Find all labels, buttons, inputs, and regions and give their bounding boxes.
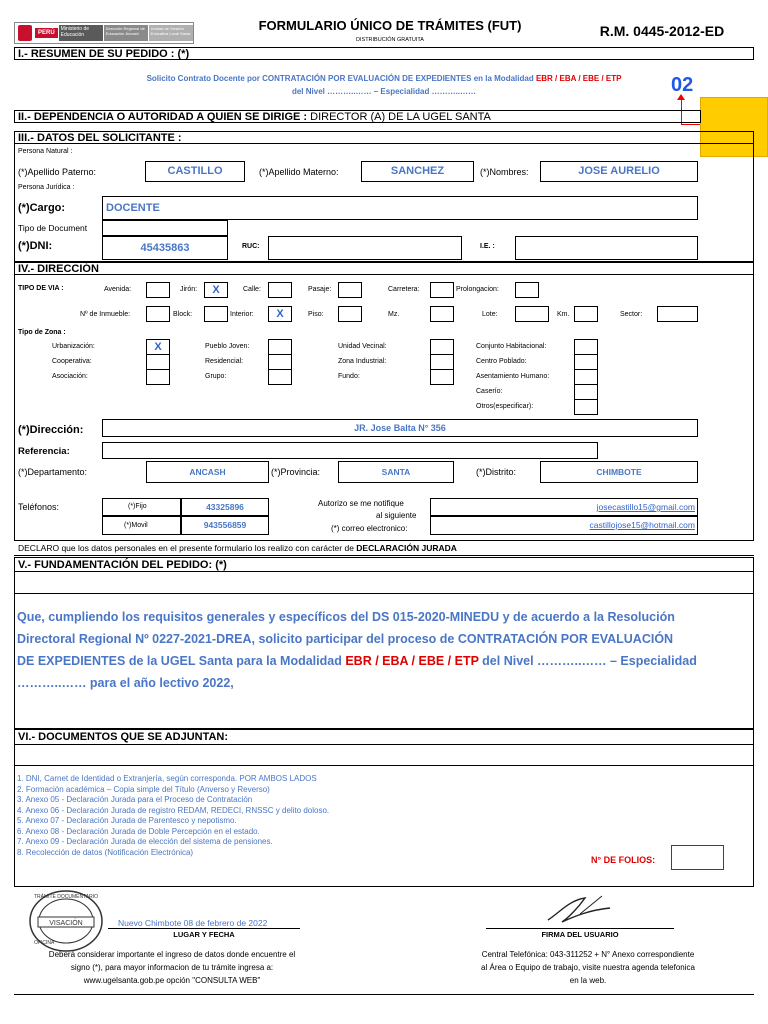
doc-item: 7. Anexo 09 - Declaración Jurada de elección del sistema de pensiones. <box>17 837 273 846</box>
fundamentacion-line3: DE EXPEDIENTES de la UGEL Santa para la Modalidad EBR / EBA / EBE / ETP del Nivel ………..…… – Especialidad <box>17 654 697 668</box>
jiron-checkbox[interactable]: X <box>204 282 228 298</box>
divider <box>14 593 754 594</box>
fundamentacion-line2: Directoral Regional Nº 0227-2021-DREA, solicito participar del proceso de CONTRATACIÓN POR EVALUACIÓN <box>17 632 674 646</box>
section-2-title: II.- DEPENDENCIA O AUTORIDAD A QUIEN SE DIRIGE : DIRECTOR (A) DE LA UGEL SANTA <box>14 110 701 123</box>
logo-dre-text: Dirección Regional de Educación Áncash <box>104 25 148 41</box>
jiron-label: Jirón: <box>180 286 198 293</box>
grupo-checkbox[interactable] <box>268 369 292 385</box>
asociacion-label: Asociación: <box>52 373 88 380</box>
sector-field[interactable] <box>657 306 698 322</box>
request-summary <box>14 72 754 98</box>
conjunto-label: Conjunto Habitacional: <box>476 343 547 350</box>
ap-materno-label: (*)Apellido Materno: <box>259 167 339 177</box>
sector-label: Sector: <box>620 311 643 318</box>
lugar-fecha-label: LUGAR Y FECHA <box>173 930 235 939</box>
summary-modalidad: EBR / EBA / EBE / ETP <box>535 74 622 83</box>
zona-industrial-checkbox[interactable] <box>430 354 454 370</box>
provincia-label: (*)Provincia: <box>271 467 321 477</box>
asentamiento-checkbox[interactable] <box>574 369 598 385</box>
nombres-field[interactable]: JOSE AURELIO <box>540 161 698 182</box>
doc-item: 1. DNI, Carnet de Identidad o Extranjería, según corresponda. POR AMBOS LADOS <box>17 774 317 783</box>
peru-shield-icon <box>18 25 32 41</box>
centro-poblado-checkbox[interactable] <box>574 354 598 370</box>
distrito-label: (*)Distrito: <box>476 467 516 477</box>
referencia-label: Referencia: <box>18 446 70 457</box>
email1-value[interactable]: josecastillo15@gmail.com <box>596 502 695 512</box>
fundo-checkbox[interactable] <box>430 369 454 385</box>
autorizo-line2: al siguiente <box>376 511 417 520</box>
n-inmueble-field[interactable] <box>146 306 170 322</box>
calle-label: Calle: <box>243 286 261 293</box>
fundamentacion-line4: ………..…… para el año lectivo 2022, <box>17 676 234 690</box>
form-title: FORMULARIO ÚNICO DE TRÁMITES (FUT) <box>258 18 522 33</box>
declaracion-jurada: DECLARO que los datos personales en el presente formulario los realizo con carácter de DECLARACIÓN JURADA <box>18 543 457 553</box>
fundamentacion-text <box>17 606 751 694</box>
avenida-checkbox[interactable] <box>146 282 170 298</box>
lote-label: Lote: <box>482 311 498 318</box>
referencia-field[interactable] <box>102 442 598 459</box>
block-label: Block: <box>173 311 193 318</box>
residencial-checkbox[interactable] <box>268 354 292 370</box>
piso-label: Piso: <box>308 311 324 318</box>
pasaje-label: Pasaje: <box>308 286 332 293</box>
doc-item: 3. Anexo 05 - Declaración Jurada para el Proceso de Contratación <box>17 795 253 804</box>
date-underline <box>108 928 300 929</box>
prolongacion-checkbox[interactable] <box>515 282 539 298</box>
firma-label: FIRMA DEL USUARIO <box>541 930 619 939</box>
residencial-label: Residencial: <box>205 358 244 365</box>
documents-list <box>17 774 329 858</box>
cooperativa-checkbox[interactable] <box>146 354 170 370</box>
nombres-label: (*)Nombres: <box>480 167 529 177</box>
arrow-head-icon <box>677 94 685 100</box>
provincia-field[interactable]: SANTA <box>338 461 454 483</box>
doc-item: 5. Anexo 07 - Declaración Jurada de Parentesco y nepotismo. <box>17 816 237 825</box>
urbanizacion-checkbox[interactable]: X <box>146 339 170 355</box>
conjunto-checkbox[interactable] <box>574 339 598 355</box>
section-4-title: IV.- DIRECCIÓN <box>14 262 754 275</box>
divider <box>14 765 754 766</box>
section-1-title: I.- RESUMEN DE SU PEDIDO : (*) <box>14 47 754 60</box>
grupo-label: Grupo: <box>205 373 227 380</box>
interior-field[interactable]: X <box>268 306 292 322</box>
form-subtitle: DISTRIBUCIÓN GRATUITA <box>356 37 424 43</box>
piso-field[interactable] <box>338 306 362 322</box>
request-tag: 02 <box>671 74 694 96</box>
telefonos-label: Teléfonos: <box>18 502 60 512</box>
prolongacion-label: Prolongacion: <box>456 286 499 293</box>
tipo-zona-label: Tipo de Zona : <box>18 329 66 336</box>
rm-number: R.M. 0445-2012-ED <box>599 23 725 39</box>
bottom-border <box>14 994 754 995</box>
email2-value[interactable]: castillojose15@hotmail.com <box>589 520 695 530</box>
ie-field[interactable] <box>515 236 698 260</box>
folios-field[interactable] <box>671 845 724 870</box>
direccion-label: (*)Dirección: <box>18 424 84 436</box>
ruc-label: RUC: <box>242 243 260 250</box>
avenida-label: Avenida: <box>104 286 132 293</box>
fijo-label: (*)Fijo <box>128 503 147 510</box>
direccion-field[interactable]: JR. Jose Balta N° 356 <box>102 419 698 437</box>
footer-right-note: Central Telefónica: 043-311252 + N° Anexo correspondiente al Área o Equipo de trabajo, visite nuestra agenda telefonica en la web. <box>481 950 695 985</box>
doc-item: 8. Recolección de datos (Notificación Electrónica) <box>17 847 194 857</box>
autorizo-line1: Autorizo se me notifique <box>318 499 404 508</box>
ap-materno-field[interactable]: SANCHEZ <box>361 161 474 182</box>
otros-checkbox[interactable] <box>574 399 598 415</box>
otros-label: Otros(especificar): <box>476 403 534 410</box>
stamp-side-text: OFICINA <box>34 940 55 946</box>
zona-industrial-label: Zona Industrial: <box>338 358 387 365</box>
interior-label: Interior: <box>230 311 254 318</box>
centro-poblado-label: Centro Poblado: <box>476 358 527 365</box>
stamp-mid-text: VISACIÓN <box>49 920 83 927</box>
fijo-field[interactable]: 43325896 <box>181 498 269 516</box>
unidad-vecinal-checkbox[interactable] <box>430 339 454 355</box>
doc-item: 6. Anexo 08 - Declaración Jurada de Doble Percepción en el estado. <box>17 826 260 836</box>
summary-line2: del Nivel ………..…… – Especialidad ………..…… <box>291 87 477 96</box>
folios-label: N° DE FOLIOS: <box>591 855 656 865</box>
tipo-via-label: TIPO DE VIA : <box>18 285 64 292</box>
cargo-field[interactable]: DOCENTE <box>102 196 698 220</box>
place-date: Nuevo Chimbote 08 de febrero de 2022 <box>118 918 268 928</box>
summary-line1: Solicito Contrato Docente por CONTRATACIÓN POR EVALUACIÓN DE EXPEDIENTES en la Modalidad <box>146 74 534 83</box>
asociacion-checkbox[interactable] <box>146 369 170 385</box>
stamp-top-text: TRÁMITE DOCUMENTARIO <box>33 894 99 900</box>
pueblo-joven-checkbox[interactable] <box>268 339 292 355</box>
doc-item: 4. Anexo 06 - Declaración Jurada de registro REDAM, REDECI, RNSSC y delito doloso. <box>17 805 330 815</box>
n-inmueble-label: Nº de Inmueble: <box>80 311 131 318</box>
fundo-label: Fundo: <box>338 373 360 380</box>
ruc-field[interactable] <box>268 236 462 260</box>
caserio-checkbox[interactable] <box>574 384 598 400</box>
carretera-checkbox[interactable] <box>430 282 454 298</box>
block-field[interactable] <box>204 306 228 322</box>
distrito-field[interactable]: CHIMBOTE <box>540 461 698 483</box>
signature <box>540 890 620 930</box>
caserio-label: Caserío: <box>476 388 503 395</box>
urbanizacion-label: Urbanización: <box>52 343 95 350</box>
fundamentacion-line1: Que, cumpliendo los requisitos generales y específicos del DS 015-2020-MINEDU y de acuerdo a la Resolución <box>17 610 675 624</box>
dependencia-value: DIRECTOR (A) DE LA UGEL SANTA <box>310 111 491 123</box>
mz-label: Mz. <box>388 311 400 318</box>
signature-line <box>486 928 674 929</box>
dni-field[interactable]: 45435863 <box>102 236 228 260</box>
movil-field[interactable]: 943556859 <box>181 516 269 535</box>
ap-paterno-field[interactable]: CASTILLO <box>145 161 245 182</box>
carretera-label: Carretera: <box>388 286 420 293</box>
departamento-label: (*)Departamento: <box>18 467 88 477</box>
divider <box>14 555 754 556</box>
stamp-seal <box>24 886 108 956</box>
mz-field[interactable] <box>430 306 454 322</box>
footer-left-note: Deberá considerar importante el ingreso de datos donde encuentre el signo (*), para mayor informacion de tu trámite ingresa a: www.ugelsanta.gob.pe opción "CONSULTA WEB" <box>48 950 296 985</box>
departamento-field[interactable]: ANCASH <box>146 461 269 483</box>
logo-ugel-text: Unidad de Gestión Educativa Local Santa <box>149 25 193 41</box>
asentamiento-label: Asentamiento Humano: <box>476 373 550 380</box>
km-field[interactable] <box>574 306 598 322</box>
dni-label: (*)DNI: <box>18 240 53 252</box>
lote-field[interactable] <box>515 306 549 322</box>
persona-natural-label: Persona Natural : <box>18 148 73 155</box>
movil-label: (*)Movil <box>124 522 148 529</box>
pasaje-checkbox[interactable] <box>338 282 362 298</box>
cargo-label: (*)Cargo: <box>18 202 66 214</box>
persona-juridica-label: Persona Jurídica : <box>18 184 75 191</box>
ie-label: I.E. : <box>480 243 495 250</box>
section-6-title: VI.- DOCUMENTOS QUE SE ADJUNTAN: <box>14 729 754 745</box>
header-logo <box>14 22 194 44</box>
autorizo-line3: (*) correo electronico: <box>331 524 408 533</box>
section-5-title: V.- FUNDAMENTACIÓN DEL PEDIDO: (*) <box>14 557 754 572</box>
unidad-vecinal-label: Unidad Vecinal: <box>338 343 387 350</box>
tipo-doc-field[interactable] <box>102 220 228 236</box>
cooperativa-label: Cooperativa: <box>52 358 92 365</box>
km-label: Km. <box>557 311 570 318</box>
section-3-title: III.- DATOS DEL SOLICITANTE : <box>14 131 754 144</box>
logo-minedu-text: Ministerio de Educación <box>59 25 103 41</box>
doc-item: 2. Formación académica – Copia simple del Título (Anverso y Reverso) <box>17 784 270 794</box>
ap-paterno-label: (*)Apellido Paterno: <box>18 167 97 177</box>
calle-checkbox[interactable] <box>268 282 292 298</box>
tipo-doc-label: Tipo de Document <box>18 223 88 233</box>
logo-peru-text: PERÚ <box>35 28 58 38</box>
pueblo-joven-label: Pueblo Joven: <box>205 343 250 350</box>
